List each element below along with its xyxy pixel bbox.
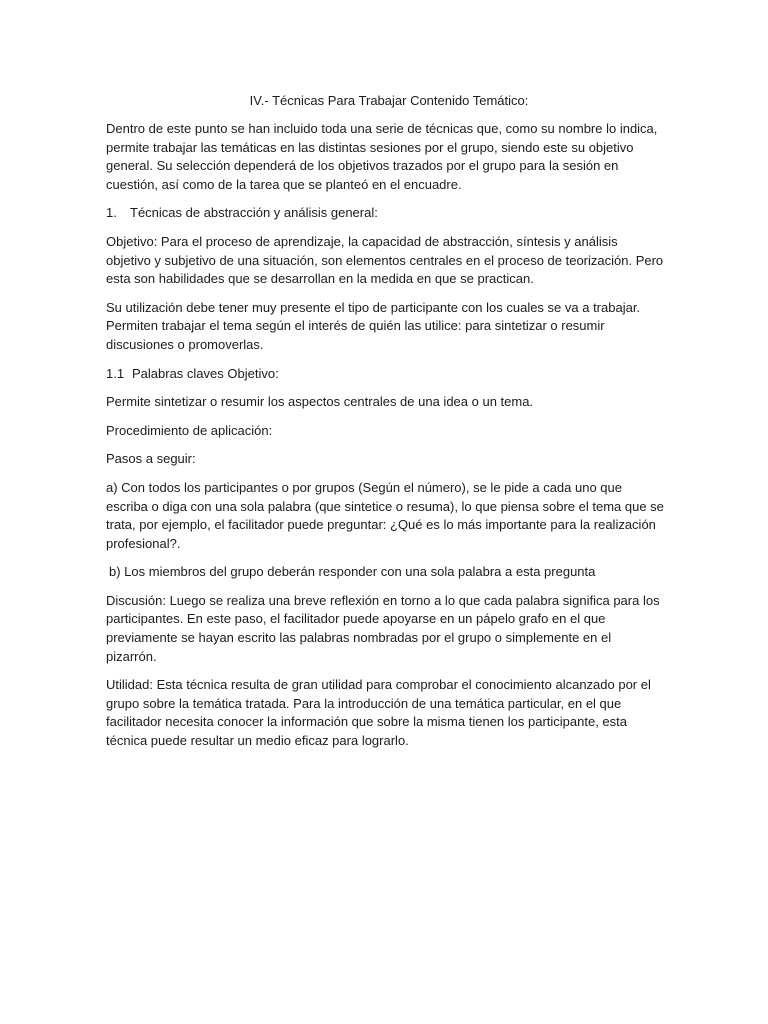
document-title: IV.- Técnicas Para Trabajar Contenido Temático: bbox=[249, 93, 529, 108]
subsection-objective-paragraph: Permite sintetizar o resumir los aspectos centrales de una idea o un tema. bbox=[106, 394, 534, 410]
utility-paragraph: Utilidad: Esta técnica resulta de gran utilidad para comprobar el conocimiento alcanzado por el grupo sobre la temática tratada. Para la introducción de una temática particular, en el que facilitador necesita conocer la información que sobre la misma tienen los participante, esta técnica puede resultar un medio eficaz para lograrlo. bbox=[106, 677, 651, 749]
usage-paragraph: Su utilización debe tener muy presente el tipo de participante con los cuales se va a trabajar. Permiten trabajar el tema según el interés de quién las utilice: para sintetizar o resumir discusiones o promoverlas. bbox=[106, 299, 641, 352]
section-1-heading bbox=[106, 204, 664, 223]
steps-heading: Pasos a seguir: bbox=[106, 451, 196, 467]
procedure-heading: Procedimiento de aplicación: bbox=[106, 422, 273, 438]
subsection-1-1-title: Palabras claves Objetivo: bbox=[132, 365, 279, 381]
discussion-paragraph: Discusión: Luego se realiza una breve reflexión en torno a lo que cada palabra significa para los participantes. En este paso, el facilitador puede apoyarse en un pápelo grafo en el que previamente se hayan escrito las palabras nombradas por el grupo o simplemente en el pizarrón. bbox=[106, 592, 660, 664]
step-b-paragraph: b) Los miembros del grupo deberán responder con una sola palabra a esta pregunta bbox=[109, 564, 596, 580]
step-a-paragraph: a) Con todos los participantes o por grupos (Según el número), se le pide a cada uno que escriba o diga con una sola palabra (que sintetice o resuma), lo que piensa sobre el tema que se trata, por ejemplo, el facilitador puede preguntar: ¿Qué es lo más importante para la realización profesional?. bbox=[106, 479, 664, 551]
subsection-1-1-number: 1.1 bbox=[106, 365, 125, 381]
section-1-title: Técnicas de abstracción y análisis general: bbox=[130, 205, 378, 221]
section-1-number: 1. bbox=[106, 205, 117, 221]
subsection-1-1-heading bbox=[106, 365, 664, 384]
objective-paragraph: Objetivo: Para el proceso de aprendizaje, la capacidad de abstracción, síntesis y análisis objetivo y subjetivo de una situación, son elementos centrales en el proceso de teorización. Pero esta son habilidades que se desarrollan en la medida en que se practican. bbox=[106, 233, 664, 287]
intro-paragraph: Dentro de este punto se han incluido toda una serie de técnicas que, como su nombre lo indica, permite trabajar las temáticas en las distintas sesiones por el grupo, siendo este su objetivo general. Su selección dependerá de los objetivos trazados por el grupo para la sesión en cuestión, así como de la tarea que se planteó en el encuadre. bbox=[106, 121, 658, 192]
